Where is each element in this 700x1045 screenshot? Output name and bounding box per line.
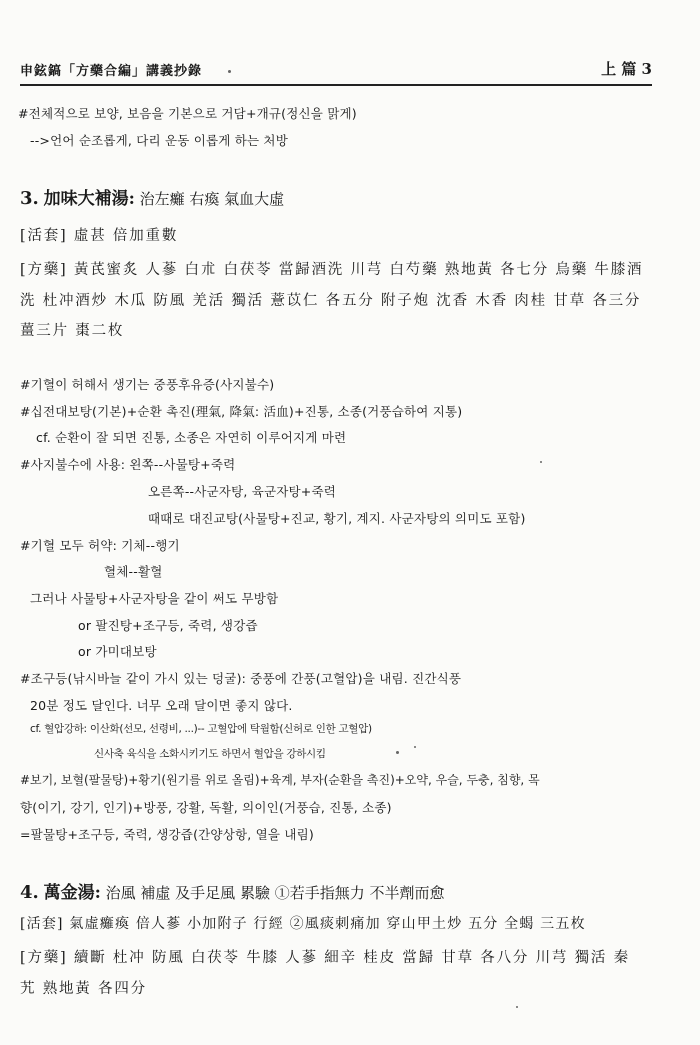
note-line-11: or 가미대보탕 xyxy=(78,644,157,659)
section-4-number: 4. xyxy=(20,882,39,903)
scan-speck xyxy=(414,746,416,748)
section-3-line-3: 洗 杜冲酒炒 木瓜 防風 羌活 獨活 薏苡仁 各五分 附子炮 沈香 木香 肉桂 甘草 各三分 xyxy=(20,293,642,309)
intro-line-1: #전체적으로 보양, 보음을 기본으로 거담+개규(정신을 맑게) xyxy=(18,106,357,121)
header-page-number: 上 篇 3 xyxy=(601,60,652,78)
section-4-name: 萬金湯: xyxy=(43,883,101,903)
header-book-title: 申鉉鎬「方藥合編」講義抄錄 xyxy=(20,64,203,79)
section-4-desc: 治風 補虛 及手足風 累驗 ①若手指無力 不半劑而愈 xyxy=(105,884,445,902)
note-line-12: #조구등(낚시바늘 같이 가시 있는 덩굴): 중풍에 간풍(고혈압)을 내림. 진간식풍 xyxy=(20,671,462,686)
note-line-18: =팔물탕+조구등, 죽력, 생강즙(간양상항, 열을 내림) xyxy=(20,827,314,842)
section-3-name: 加味大補湯: xyxy=(43,189,135,209)
scan-speck xyxy=(228,70,231,73)
note-line-1: #기혈이 허해서 생기는 중풍후유증(사지불수) xyxy=(20,377,275,392)
section-3-desc: 治左癱 右瘓 氣血大虛 xyxy=(139,190,285,208)
note-line-16: #보기, 보혈(팔물탕)+황기(원기를 위로 올림)+육계, 부자(순환을 촉진)+오약, 우슬, 두충, 침향, 목 xyxy=(20,773,540,787)
note-line-5: 오른쪽--사군자탕, 육군자탕+죽력 xyxy=(148,484,337,499)
note-line-6: 때때로 대진교탕(사물탕+진교, 황기, 계지. 사군자탕의 의미도 포함) xyxy=(148,511,526,526)
section-4-line-3: 艽 熟地黃 各四分 xyxy=(20,981,147,997)
note-line-7: #기혈 모두 허약: 기체--행기 xyxy=(20,538,180,553)
note-line-2: #십전대보탕(기본)+순환 촉진(理氣, 降氣: 活血)+진통, 소종(거풍습하여 지통) xyxy=(20,404,463,419)
scan-speck xyxy=(396,751,399,754)
note-line-15: 신사축 육식을 소화시키기도 하면서 혈압을 강하시킴 xyxy=(94,748,326,760)
note-line-10: or 팔진탕+조구등, 죽력, 생강즙 xyxy=(78,618,258,633)
section-4-line-1: [活套] 氣虛癱瘓 倍人蔘 小加附子 行經 ②風痰刺痛加 穿山甲土炒 五分 全蝎 三五枚 xyxy=(20,916,586,932)
section-4-heading xyxy=(20,878,444,903)
scan-speck xyxy=(540,461,542,463)
intro-line-2: -->언어 순조롭게, 다리 운동 이롭게 하는 처방 xyxy=(30,133,288,148)
section-3-line-2: [方藥] 黃芪蜜炙 人蔘 白朮 白茯苓 當歸酒洗 川芎 白芍藥 熟地黃 各七分 烏藥 牛膝酒 xyxy=(20,262,644,278)
page-header xyxy=(20,58,652,86)
section-4-line-2: [方藥] 續斷 杜冲 防風 白茯苓 牛膝 人蔘 細辛 桂皮 當歸 甘草 各八分 川芎 獨活 秦 xyxy=(20,950,630,966)
note-line-9: 그러나 사물탕+사군자탕을 같이 써도 무방함 xyxy=(30,591,279,606)
note-line-8: 혈체--활혈 xyxy=(104,564,163,579)
note-line-17: 향(이기, 강기, 인기)+방풍, 강활, 독활, 의이인(거풍습, 진통, 소종) xyxy=(20,800,392,815)
note-line-13: 20분 정도 달인다. 너무 오래 달이면 좋지 않다. xyxy=(30,698,293,713)
section-3-heading xyxy=(20,184,284,209)
note-line-4: #사지불수에 사용: 왼쪽--사물탕+죽력 xyxy=(20,457,236,472)
section-3-line-1: [活套] 虛甚 倍加重數 xyxy=(20,228,179,244)
note-line-14: cf. 혈압강하: 이산화(선모, 선령비, ...)-- 고혈압에 탁월함(신허로 인한 고혈압) xyxy=(30,723,372,735)
scan-speck xyxy=(516,1006,518,1008)
section-3-number: 3. xyxy=(20,188,39,209)
section-3-line-4: 薑三片 棗二枚 xyxy=(20,323,125,339)
note-line-3: cf. 순환이 잘 되면 진통, 소종은 자연히 이루어지게 마련 xyxy=(36,430,347,445)
